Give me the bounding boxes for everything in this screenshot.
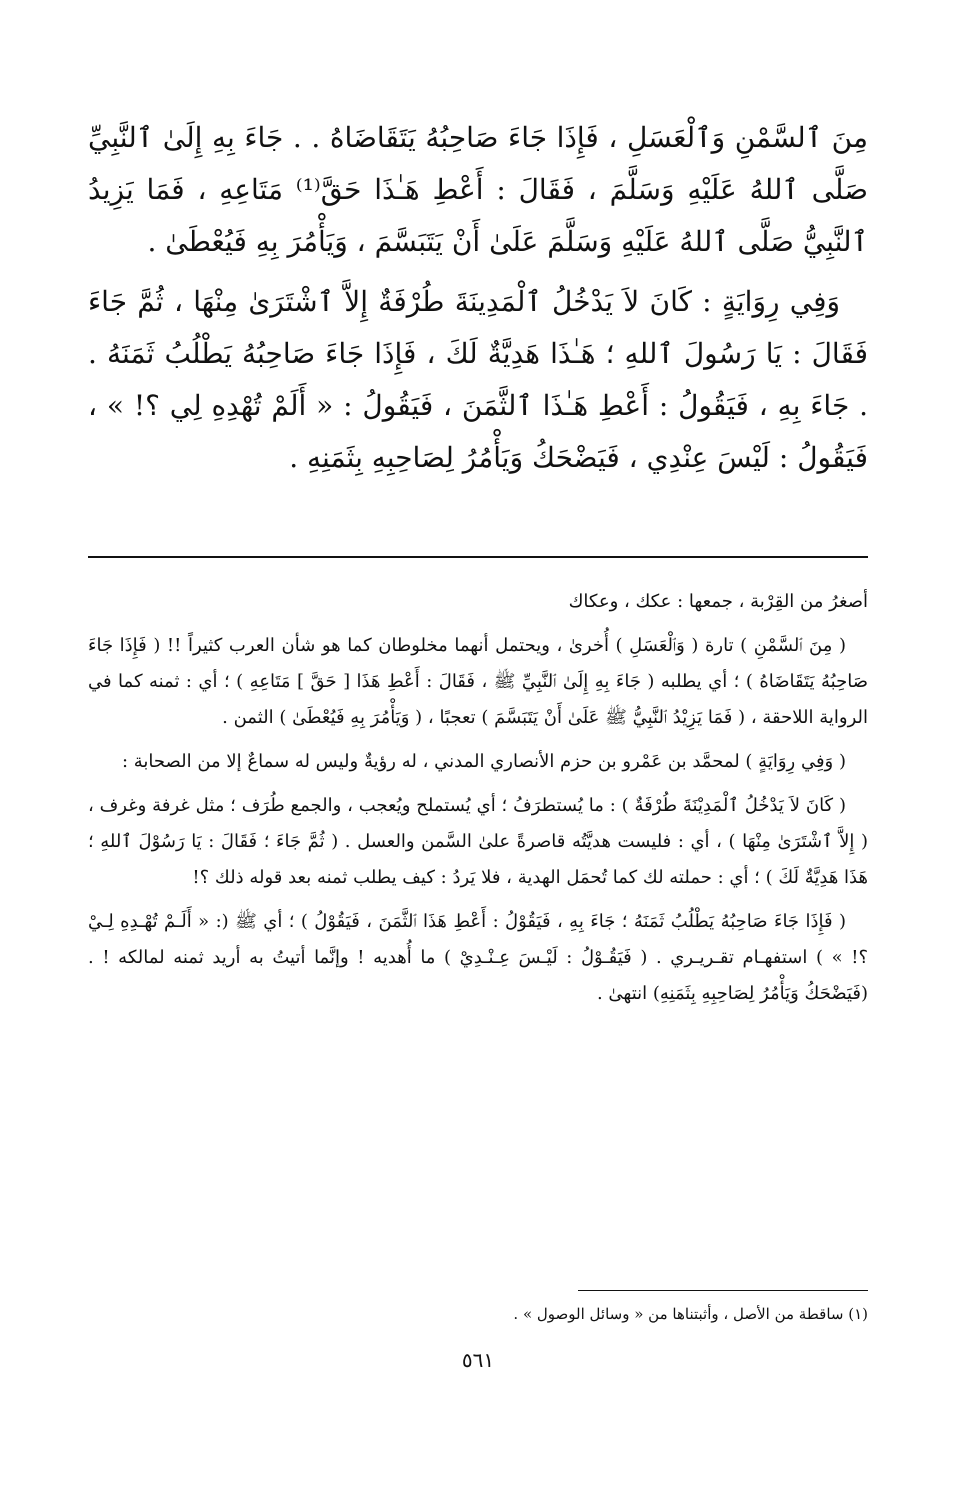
footnote: (١) ساقطة من الأصل ، وأثبتناها من « وسائل الوصول » . [513,1305,868,1323]
commentary-paragraph-2: ( مِنَ ٱلسَّمْنِ ) تارة ( وَٱلْعَسَلِ ) أُخرىٰ ، ويحتمل أنهما مخلوطان كما هو شأن العرب كثيراً !! ( فَإِذَا جَاءَ صَاحِبُهُ يَتَقَاضَاهُ ) ؛ أي يطلبه ( جَاءَ بِهِ إِلَىٰ ٱلنَّبِيِّ ﷺ ، فَقَالَ : أَعْطِ هَذَا [ حَقَّ ] مَتَاعِهِ ) ؛ أي : ثمنه كما في الرواية اللاحقة ، ( فَمَا يَزِيْدُ ٱلنَّبِيُّ ﷺ عَلَىٰ أَنْ يَتَبَسَّمَ ) تعجبًا ، ( وَيَأْمُرَ بِهِ فَيُعْطَىٰ ) الثمن . [88,635,868,728]
footnote-divider [578,1290,868,1291]
section-divider [88,556,868,558]
commentary-paragraph-3: ( وَفِي رِوَايَةٍ ) لمحمَّد بن عَمْرو بن حزم الأنصاري المدني ، له رؤيةٌ وليس له سماعٌ إلا من الصحابة : [121,751,846,772]
commentary-paragraph-1: أصغرُ من القِرْبة ، جمعها : عكك ، وعكاك [568,591,868,612]
page-number: ٥٦١ [461,1348,495,1372]
commentary-text [88,584,868,1020]
main-paragraph-2: وَفِي رِوَايَةٍ : كَانَ لاَ يَدْخُلُ ٱلْمَدِينَةَ طُرْفَةٌ إِلاَّ ٱشْتَرَىٰ مِنْهَا ، ثُمَّ جَاءَ فَقَالَ : يَا رَسُولَ ٱللهِ ؛ هَـٰذَا هَدِيَّةٌ لَكَ ، فَإِذَا جَاءَ صَاحِبُهُ يَطْلُبُ ثَمَنَهُ . . جَاءَ بِهِ ، فَيَقُولُ : أَعْطِ هَـٰذَا ٱلثَّمَنَ ، فَيَقُولُ : « أَلَمْ تُهْدِهِ لِي ؟! » ، فَيَقُولُ : لَيْسَ عِنْدِي ، فَيَضْحَكُ وَيَأْمُرُ لِصَاحِبِهِ بِثَمَنِهِ . [88,285,868,474]
commentary-paragraph-4: ( كَانَ لاَ يَدْخُلُ ٱلْمَدِيْنَةَ طُرْفَةٌ ) : ما يُستطرَفُ ؛ أي يُستملح ويُعجب ، والجمع طُرَف ؛ مثل غرفة وغرف ، ( إِلاَّ ٱشْتَرَىٰ مِنْهَا ) ، أي : فليست هديَّتُه قاصرةً علىٰ السَّمن والعسل . ( ثُمَّ جَاءَ ؛ فَقَالَ : يَا رَسُوْلَ ٱللهِ ؛ هَذَا هَدِيَّةٌ لَكَ ) ؛ أي : حملته لك كما تُحمَل الهدية ، فلا يَردُ : كيف يطلب ثمنه بعد قوله ذلك ؟! [88,795,868,888]
main-paragraph-1: مِنَ ٱلسَّمْنِ وَٱلْعَسَلِ ، فَإِذَا جَاءَ صَاحِبُهُ يَتَقَاضَاهُ . . جَاءَ بِهِ إِلَىٰ ٱلنَّبِيِّ صَلَّى ٱللهُ عَلَيْهِ وَسَلَّمَ ، فَقَالَ : أَعْطِ هَـٰذَا حَقَّ⁽¹⁾ مَتَاعِهِ ، فَمَا يَزِيدُ ٱلنَّبِيُّ صَلَّى ٱللهُ عَلَيْهِ وَسَلَّمَ عَلَىٰ أَنْ يَتَبَسَّمَ ، وَيَأْمُرَ بِهِ فَيُعْطَىٰ . [88,121,868,258]
main-hadith-text [88,112,868,492]
commentary-paragraph-5: ( فَإِذَا جَاءَ صَاحِبُهُ يَطْلُبُ ثَمَنَهُ ؛ جَاءَ بِهِ ، فَيَقُوْلُ : أَعْطِ هَذَا ٱلثَّمَنَ ، فَيَقُوْلُ ) ؛ أي ﷺ (: « أَلَـمْ تُهْـدِهِ لِـيْ ؟! » ) استفهـام تقـريـري . ( فَيَقُـوْلُ : لَيْـسَ عِـنْـدِيْ ) ما أُهديه ! وإنَّما أتيتُ به أريد ثمنه لمالكه ! . (فَيَضْحَكُ وَيَأْمُرُ لِصَاحِبِهِ بِثَمَنِهِ) انتهىٰ . [88,911,868,1004]
